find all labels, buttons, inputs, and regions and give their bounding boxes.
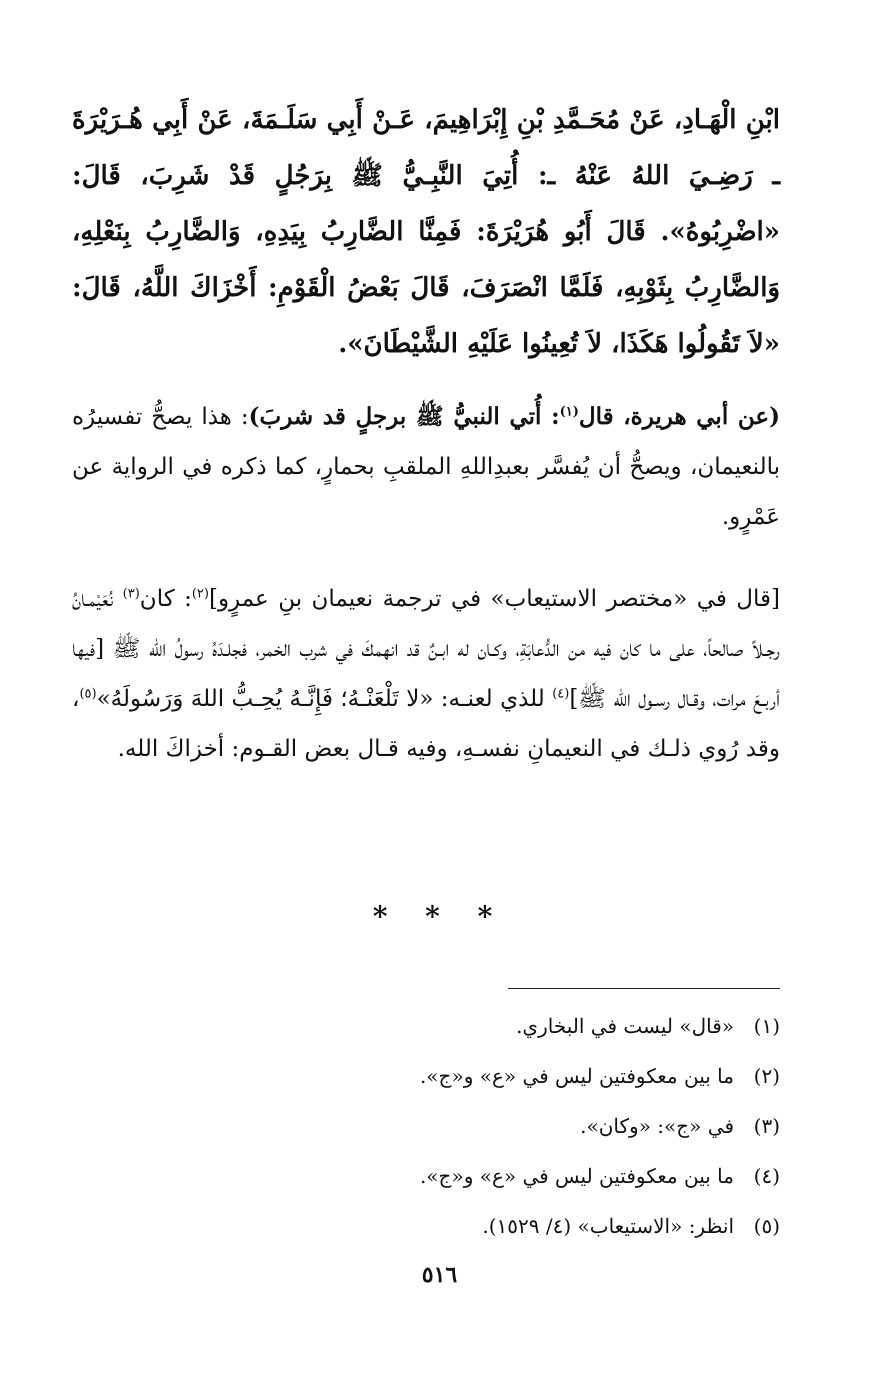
quote-body: نُعَيْمـانُ رجـلاً صالحاً، على ما كان فيه من الدُّعابَةِ، وكـان له ابـنٌ قد انهمكَ في شرب الخمر، فجلـدَهُ رسولُ الله ﷺ [فيها أربـعَ مرات، وقـال رسـول الله ﷺ] — [72, 586, 780, 712]
commentary-lead-start: (عن أبي هريرة، قال — [578, 403, 780, 430]
commentary-body: : هذا يصحُّ تفسيرُه بالنعيمان، ويصحُّ أن يُفسَّر بعبدِاللهِ الملقبِ بحمارٍ، كما ذكره في الرواية عن عَمْرٍو. — [72, 404, 780, 530]
commentary-paragraph-2 — [72, 574, 780, 774]
footnote-number: (١) — [753, 1014, 780, 1038]
page-number: ٥١٦ — [421, 1262, 458, 1288]
quote-intro: [قال في «مختصر الاستيعاب» في ترجمة نعيمان بنِ عمرٍو] — [208, 586, 780, 612]
footnote-text: ما بين معكوفتين ليس في «ع» و«ج». — [419, 1064, 734, 1088]
footnote-number: (٢) — [753, 1064, 780, 1088]
commentary-lead — [249, 403, 780, 430]
section-separator: * * * — [372, 900, 507, 933]
footnote-ref-3: (٣) — [122, 586, 140, 602]
footnote-ref-1: (١) — [559, 404, 579, 420]
footnote-text: ما بين معكوفتين ليس في «ع» و«ج». — [419, 1164, 734, 1188]
footnote-number: (٥) — [753, 1214, 780, 1238]
footnotes-list — [72, 1006, 780, 1256]
footnote-text: انظر: «الاستيعاب» (٤/ ١٥٢٩). — [482, 1214, 734, 1238]
footnote-number: (٣) — [753, 1114, 780, 1138]
footnote-text: في «ج»: «وكان». — [580, 1114, 734, 1138]
footnote-item — [72, 1106, 780, 1156]
footnote-divider — [508, 988, 780, 989]
quote-kan: : كان — [139, 586, 192, 612]
footnote-number: (٤) — [753, 1164, 780, 1188]
quote-hadith: للذي لعنـه: «لا تَلْعَنْـهُ؛ فَإِنَّـهُ يُحِـبُّ اللهَ وَرَسُولَهُ» — [96, 686, 553, 712]
commentary-paragraph-1 — [72, 392, 780, 542]
footnote-item — [72, 1056, 780, 1106]
footnote-item — [72, 1006, 780, 1056]
footnote-text: «قال» ليست في البخاري. — [516, 1014, 734, 1038]
footnote-item — [72, 1206, 780, 1256]
footnote-ref-2: (٢) — [191, 586, 209, 602]
footnote-ref-4: (٤) — [552, 686, 570, 702]
footnote-ref-5: (٥) — [79, 686, 97, 702]
hadith-text: ابْنِ الْهَـادِ، عَنْ مُحَـمَّدِ بْنِ إِبْرَاهِيمَ، عَـنْ أَبِي سَلَـمَةَ، عَنْ أَبِي هُـرَيْرَةَ ـ رَضِـيَ اللهُ عَنْهُ ـ: أُتِيَ النَّبِـيُّ ﷺ بِرَجُلٍ قَدْ شَرِبَ، قَالَ: «اضْرِبُوهُ». قَالَ أَبُو هُرَيْرَةَ: فَمِنَّا الضَّارِبُ بِيَدِهِ، وَالضَّارِبُ بِنَعْلِهِ، وَالضَّارِبُ بِثَوْبِهِ، فَلَمَّا انْصَرَفَ، قَالَ بَعْضُ الْقَوْمِ: أَخْزَاكَ اللَّهُ، قَالَ: «لاَ تَقُولُوا هَكَذَا، لاَ تُعِينُوا عَلَيْهِ الشَّيْطَانَ». — [72, 105, 780, 359]
quote-ending: ، وقد رُوي ذلـك في النعيمانِ نفسـهِ، وفيه قـال بعض القـوم: أخزاكَ الله. — [72, 686, 780, 762]
commentary-lead-end: : أُتي النبيُّ ﷺ برجلٍ قد شربَ) — [248, 403, 560, 430]
footnote-item — [72, 1156, 780, 1206]
